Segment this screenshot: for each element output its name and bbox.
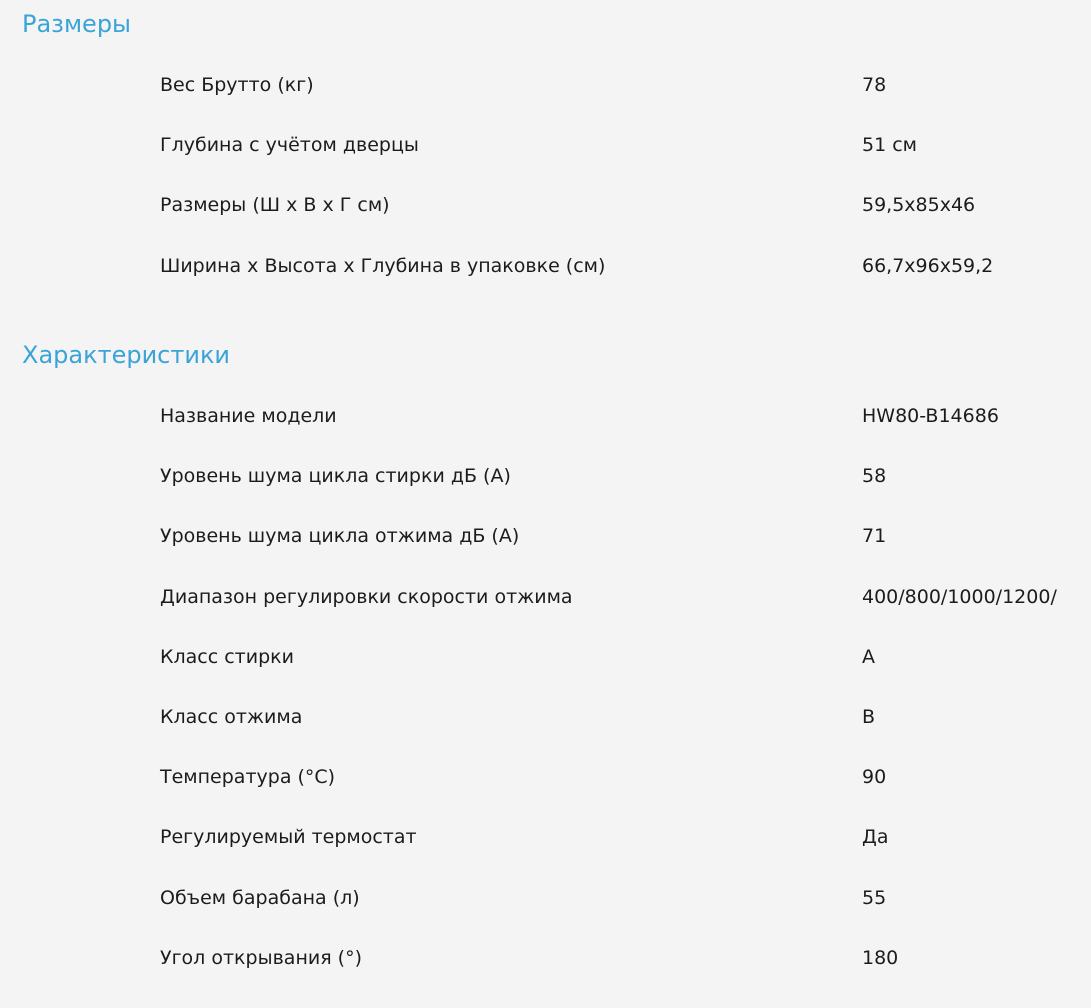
spec-label: Класс отжима	[160, 705, 303, 728]
spec-row	[0, 256, 1091, 316]
spec-value: Да	[862, 826, 889, 849]
spec-value: 71	[862, 525, 887, 548]
spec-value: 400/800/1000/1200/	[862, 585, 1057, 608]
spec-row	[0, 135, 1091, 195]
spec-label: Регулируемый термостат	[160, 826, 417, 849]
spec-value: 55	[862, 886, 887, 909]
spec-row	[0, 587, 1091, 647]
spec-value: A	[862, 645, 875, 668]
spec-row	[0, 526, 1091, 586]
spec-label: Вес Брутто (кг)	[160, 74, 314, 96]
spec-value: 180	[862, 946, 899, 969]
spec-row	[0, 406, 1091, 466]
spec-label: Название модели	[160, 405, 337, 427]
spec-label: Ширина x Высота x Глубина в упаковке (см)	[160, 254, 606, 277]
spec-label: Уровень шума цикла отжима дБ (А)	[160, 525, 520, 548]
spec-row	[0, 647, 1091, 707]
spec-value: 90	[862, 766, 887, 789]
spec-table-dimensions	[0, 75, 1091, 316]
spec-value: 66,7x96x59,2	[862, 254, 994, 277]
spec-row	[0, 767, 1091, 827]
spec-row	[0, 466, 1091, 526]
spec-value: B	[862, 705, 876, 728]
spec-label: Класс стирки	[160, 645, 294, 668]
spec-row	[0, 707, 1091, 767]
spec-label: Угол открывания (°)	[160, 946, 363, 969]
spec-value: 58	[862, 465, 887, 488]
spec-value: 78	[862, 74, 887, 96]
spec-row	[0, 948, 1091, 1008]
spec-row	[0, 888, 1091, 948]
spec-row	[0, 195, 1091, 255]
spec-row	[0, 827, 1091, 887]
spec-value: 51 см	[862, 134, 917, 157]
spec-label: Уровень шума цикла стирки дБ (А)	[160, 465, 511, 488]
spec-table-characteristics	[0, 406, 1091, 1008]
spec-label: Температура (°C)	[160, 766, 336, 789]
spec-label: Глубина с учётом дверцы	[160, 134, 419, 157]
spec-label: Объем барабана (л)	[160, 886, 360, 909]
spec-row	[0, 75, 1091, 135]
section-title-dimensions: Размеры	[22, 10, 131, 38]
spec-label: Размеры (Ш x В x Г см)	[160, 194, 390, 217]
spec-value: 59,5x85x46	[862, 194, 976, 217]
spec-value: HW80-B14686	[862, 405, 999, 427]
section-title-characteristics: Характеристики	[22, 341, 231, 369]
spec-label: Диапазон регулировки скорости отжима	[160, 585, 573, 608]
